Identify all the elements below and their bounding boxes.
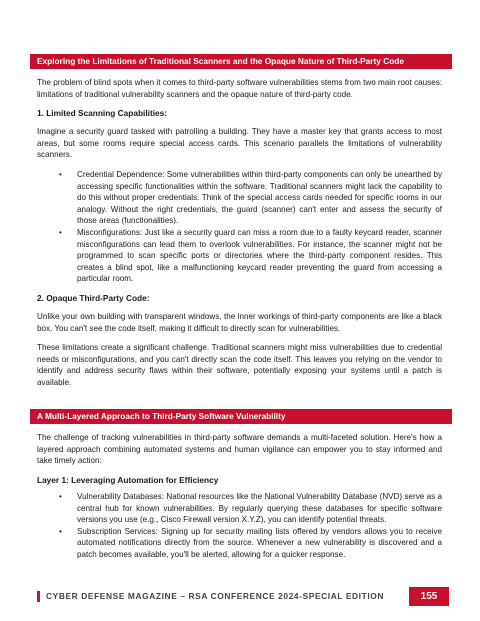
list-item [37,227,442,285]
intro-paragraph: The problem of blind spots when it comes to third-party software vulnerabilities stems from two main root causes: limitations of traditional vulnerability scanners and the opaque nature of third-party code. [37,78,442,99]
bullet-text-credential: Credential Dependence: Some vulnerabilities within third-party components can only be unearthed by accessing specific functionalities within the software. Traditional scanners might lack the capability to do this without proper credentials. Think of the special access cards needed for specific rooms in our analogy. Without the right credentials, the guard (scanner) can't enter and assess the security of those areas (functionalities). [77,170,442,226]
bullet-list-scanning [37,169,442,285]
list-item [37,169,442,227]
bullet-text-subscriptions: Subscription Services: Signing up for security mailing lists offered by vendors allows you to receive automated notifications directly from the source. Whenever a new vulnerability is discovered and a patch becomes available, you'll be alerted, allowing for a quicker response. [77,526,442,559]
bullet-text-misconfig: Misconfigurations: Just like a security guard can miss a room due to a faulty keycard reader, scanner misconfigurations can lead them to overlook vulnerabilities. For instance, the scanner might not be programmed to scan specific ports or directories where the third-party component resides. This creates a blind spot, like a malfunctioning keycard reader preventing the guard from accessing a particular room. [77,227,442,284]
footer-publication: CYBER DEFENSE MAGAZINE – RSA CONFERENCE 2024-SPECIAL EDITION [46,591,385,601]
page-number: 155 [409,587,449,606]
paragraph-black-box: Unlike your own building with transparent windows, the inner workings of third-party components are like a black box. You can't see the code itself, making it difficult to directly scan for vulnerabilities. [37,312,442,333]
paragraph-security-guard: Imagine a security guard tasked with patrolling a building. They have a master key that grants access to most areas, but some rooms require special access cards. This scenario parallels the limitations of vulnerability scanners. [37,127,442,160]
footer-accent-bar [37,591,40,602]
bullet-text-vuln-db: Vulnerability Databases: National resources like the National Vulnerability Database (NVD) serve as a central hub for known vulnerabilities. By regularly querying these databases for specific software versions you use (e.g., Cisco Firewall version X.Y.Z), you can identify potential threats. [77,492,442,525]
heading-limited-scanning: 1. Limited Scanning Capabilities: [37,108,168,118]
paragraph-limitations-summary: These limitations create a significant challenge. Traditional scanners might miss vulnerabilities due to credential needs or misconfigurations, and you can't directly scan the code itself. This leaves you relying on the vendor to identify and address security flaws within their software, potentially exposing your systems until a patch is available. [37,343,442,387]
section-banner-multilayered: A Multi-Layered Approach to Third-Party Software Vulnerability [30,409,452,424]
heading-layer-1: Layer 1: Leveraging Automation for Efficiency [37,475,219,485]
intro-paragraph-layered: The challenge of tracking vulnerabilities in third-party software demands a multi-faceted solution. Here's how a layered approach combining automated systems and human vigilance can empower you to stay informed and take timely action: [37,433,442,466]
bullet-icon: • [59,227,62,237]
list-item [37,526,442,561]
list-item [37,491,442,526]
bullet-list-automation [37,491,442,561]
bullet-icon: • [59,492,62,501]
bullet-icon: • [59,170,62,179]
bullet-icon: • [59,526,62,536]
heading-opaque-code: 2. Opaque Third-Party Code: [37,293,150,303]
section-banner-limitations: Exploring the Limitations of Traditional Scanners and the Opaque Nature of Third-Party Code [30,54,452,69]
